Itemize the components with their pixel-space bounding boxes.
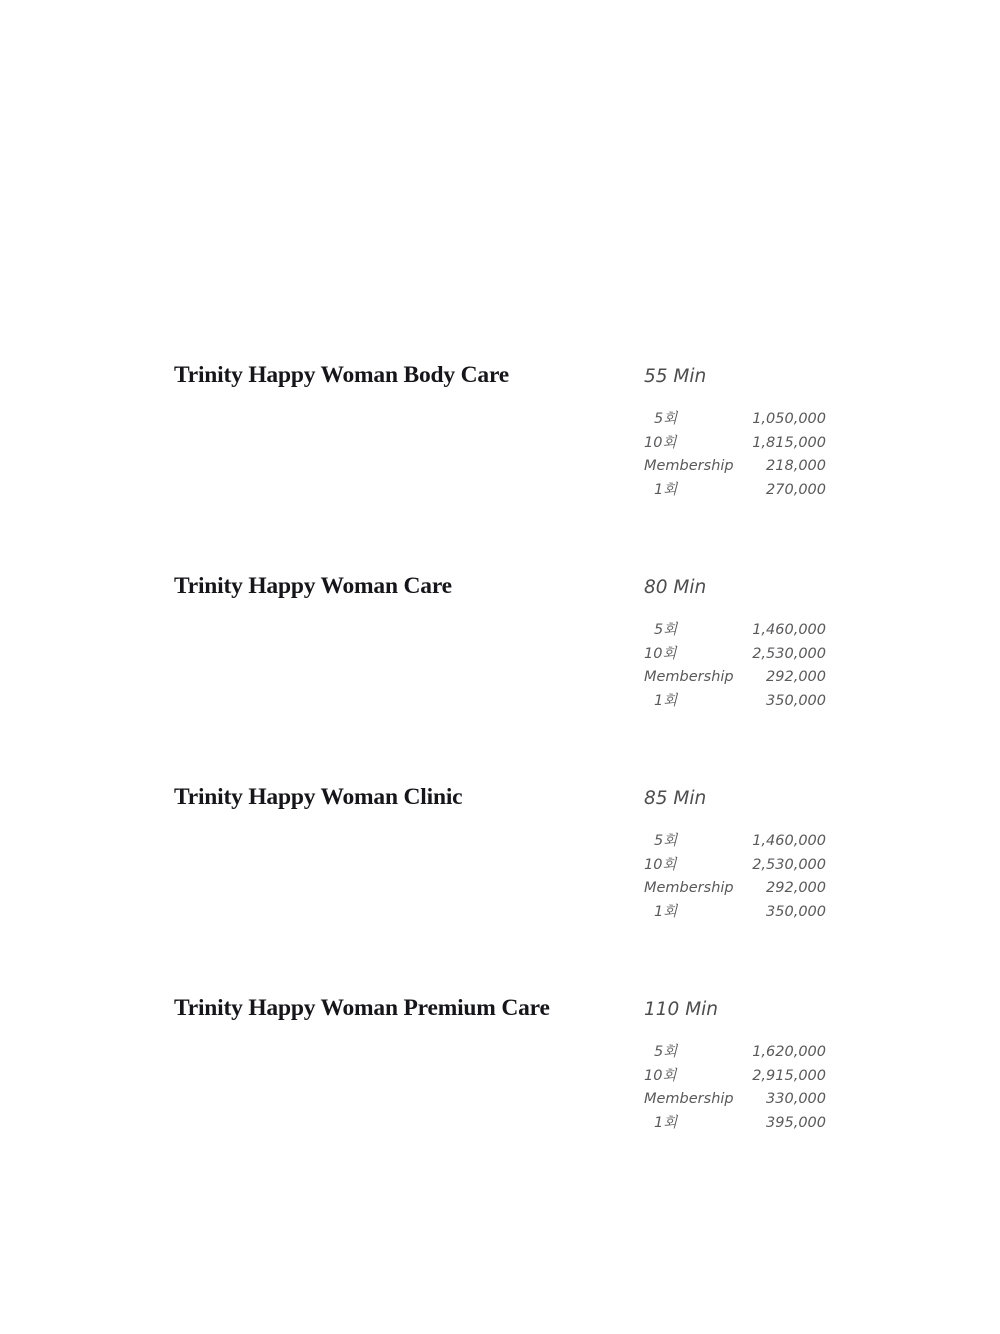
service-title: Trinity Happy Woman Clinic bbox=[174, 784, 463, 810]
price-label: 1회 bbox=[654, 481, 678, 498]
price-value: 218,000 bbox=[766, 458, 826, 475]
price-value: 330,000 bbox=[766, 1091, 826, 1108]
price-label: 1회 bbox=[654, 1114, 678, 1131]
service-duration: 80 Min bbox=[644, 577, 707, 598]
price-row bbox=[640, 854, 830, 878]
price-row bbox=[640, 408, 830, 432]
price-value: 1,460,000 bbox=[752, 833, 826, 849]
price-row bbox=[640, 479, 830, 503]
price-table bbox=[640, 619, 830, 713]
price-row bbox=[640, 1112, 830, 1136]
price-value: 292,000 bbox=[766, 880, 826, 897]
price-label: 10회 bbox=[644, 645, 677, 662]
service-title: Trinity Happy Woman Body Care bbox=[174, 362, 510, 388]
service-block bbox=[0, 762, 1000, 973]
price-value: 2,530,000 bbox=[752, 645, 826, 662]
price-row bbox=[640, 877, 830, 901]
price-label: 5회 bbox=[654, 622, 678, 638]
price-value: 1,815,000 bbox=[752, 434, 826, 451]
price-label: Membership bbox=[644, 669, 734, 686]
price-value: 1,050,000 bbox=[752, 411, 826, 427]
price-row bbox=[640, 690, 830, 714]
price-label: 1회 bbox=[654, 692, 678, 709]
price-label: 5회 bbox=[654, 411, 678, 427]
price-label: 5회 bbox=[654, 1044, 678, 1060]
price-value: 1,460,000 bbox=[752, 622, 826, 638]
price-row bbox=[640, 1065, 830, 1089]
service-title: Trinity Happy Woman Premium Care bbox=[174, 995, 550, 1021]
price-value: 1,620,000 bbox=[752, 1044, 826, 1060]
price-row bbox=[640, 619, 830, 643]
price-value: 350,000 bbox=[766, 692, 826, 709]
price-table bbox=[640, 408, 830, 502]
service-block bbox=[0, 340, 1000, 551]
price-label: 10회 bbox=[644, 1067, 677, 1084]
price-value: 2,530,000 bbox=[752, 856, 826, 873]
service-title: Trinity Happy Woman Care bbox=[174, 573, 452, 599]
price-row bbox=[640, 432, 830, 456]
price-value: 350,000 bbox=[766, 903, 826, 920]
price-row bbox=[640, 830, 830, 854]
price-table bbox=[640, 1041, 830, 1135]
price-value: 395,000 bbox=[766, 1114, 826, 1131]
price-label: 10회 bbox=[644, 434, 677, 451]
price-table bbox=[640, 830, 830, 924]
service-block bbox=[0, 551, 1000, 762]
price-row bbox=[640, 643, 830, 667]
price-value: 2,915,000 bbox=[752, 1067, 826, 1084]
price-row bbox=[640, 666, 830, 690]
price-row bbox=[640, 1041, 830, 1065]
service-duration: 85 Min bbox=[644, 788, 707, 809]
price-label: Membership bbox=[644, 880, 734, 897]
price-row bbox=[640, 455, 830, 479]
price-row bbox=[640, 1088, 830, 1112]
price-label: 1회 bbox=[654, 903, 678, 920]
service-price-list bbox=[0, 340, 1000, 1184]
price-label: 10회 bbox=[644, 856, 677, 873]
price-label: Membership bbox=[644, 1091, 734, 1108]
price-value: 270,000 bbox=[766, 481, 826, 498]
service-duration: 55 Min bbox=[644, 366, 707, 387]
service-duration: 110 Min bbox=[644, 999, 719, 1020]
price-label: 5회 bbox=[654, 833, 678, 849]
service-block bbox=[0, 973, 1000, 1184]
price-value: 292,000 bbox=[766, 669, 826, 686]
price-row bbox=[640, 901, 830, 925]
price-label: Membership bbox=[644, 458, 734, 475]
